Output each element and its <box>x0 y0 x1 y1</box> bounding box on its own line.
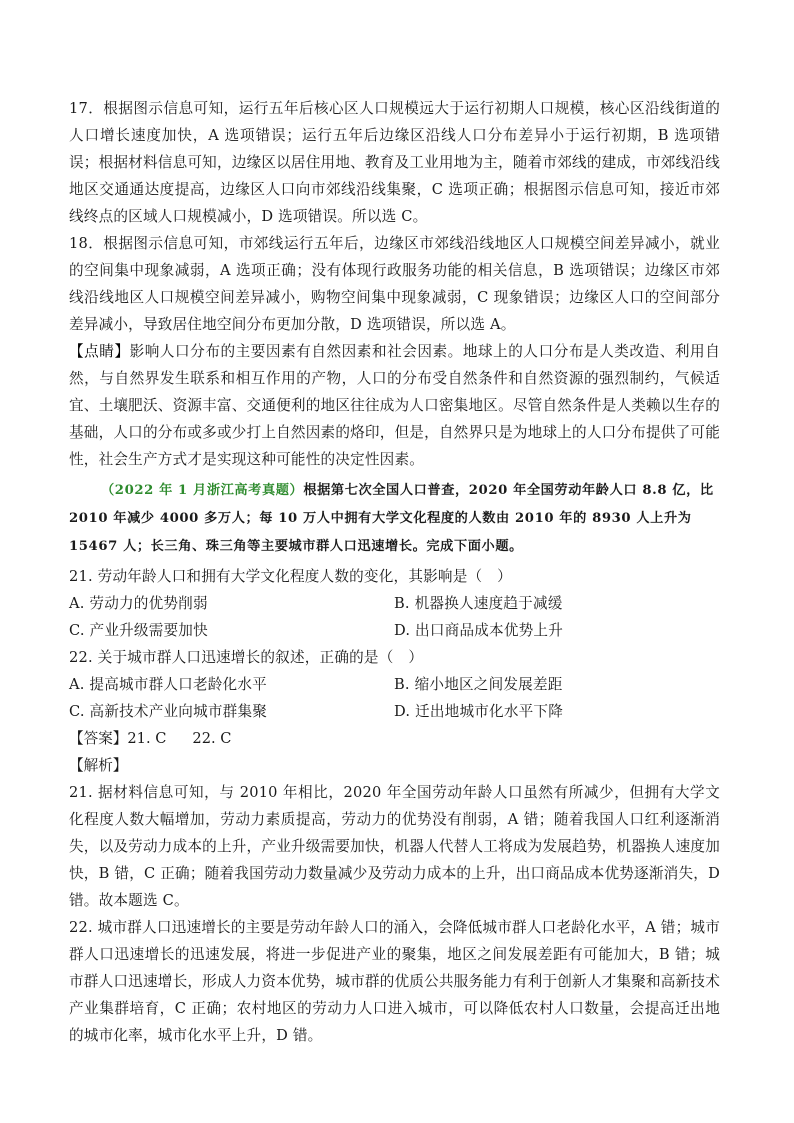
answer-row <box>69 725 720 752</box>
source-text: 根据第七次全国人口普查，2020 年全国劳动年龄人口 8.8 亿，比 2010 年减少 4000 多万人；每 10 万人中拥有大学文化程度的人数由 2010 年的 8930 人上升为 15467 人；长三角、珠三角等主要城市群人口迅速增长。完成下面小题。 <box>69 483 714 554</box>
question-22-option-a: A. 提高城市群人口老龄化水平 <box>69 676 267 693</box>
answer-21: 21. C <box>127 730 167 747</box>
analysis-22: 22. 城市群人口迅速增长的主要是劳动年龄人口的涌入，会降低城市群人口老龄化水平，A 错；城市群人口迅速增长的迅速发展，将进一步促进产业的聚集，地区之间发展差距有可能加大，B 错；城市群人口迅速增长，形成人力资本优势，城市群的优质公共服务能力有利于创新人才集聚和高新技术产业集群培育，C 正确；农村地区的劳动力人口进入城市，可以降低农村人口数量，会提高迁出地的城市化率，城市化水平上升，D 错。 <box>69 919 720 1044</box>
answer-tag: 【答案】 <box>69 730 128 747</box>
question-21-options-row-2 <box>69 617 720 644</box>
question-21-option-b: B. 机器换人速度趋于减缓 <box>394 595 563 612</box>
comment-tag: 【点睛】 <box>69 343 130 360</box>
question-21-options-row-1 <box>69 590 720 617</box>
question-22-option-d: D. 迁出地城市化水平下降 <box>394 703 563 720</box>
analysis-21: 21. 据材料信息可知，与 2010 年相比，2020 年全国劳动年龄人口虽然有所减少，但拥有大学文化程度人数大幅增加，劳动力素质提高，劳动力的优势没有削弱，A 错；随着我国人口红利逐渐消失，以及劳动力成本的上升，产业升级需要加快，机器人代替人工将成为发展趋势，机器换人速度加快，B 错，C 正确；随着我国劳动力数量减少及劳动力成本的上升，出口商品成本优势逐渐消失，D 错。故本题选 C。 <box>69 784 720 909</box>
source-paragraph <box>69 477 720 561</box>
comment-paragraph <box>69 338 720 473</box>
question-22-options-row-2 <box>69 698 720 725</box>
comment-text: 影响人口分布的主要因素有自然因素和社会因素。地球上的人口分布是人类改造、利用自然，与自然界发生联系和相互作用的产物，人口的分布受自然条件和自然资源的强烈制约，气候适宜、土壤肥沃、资源丰富、交通便利的地区往往成为人口密集地区。尽管自然条件是人类赖以生存的基础，人口的分布或多或少打上自然因素的烙印，但是，自然界只是为地球上的人口分布提供了可能性，社会生产方式才是实现这种可能性的决定性因素。 <box>69 343 720 468</box>
question-22-option-b: B. 缩小地区之间发展差距 <box>394 676 563 693</box>
question-21-option-a: A. 劳动力的优势削弱 <box>69 595 208 612</box>
question-21-stem: 21. 劳动年龄人口和拥有大学文化程度人数的变化，其影响是（ ） <box>69 568 512 585</box>
question-21-option-d: D. 出口商品成本优势上升 <box>394 622 563 639</box>
answer-22: 22. C <box>192 730 232 747</box>
question-22-option-c: C. 高新技术产业向城市群集聚 <box>69 703 268 720</box>
question-21-option-c: C. 产业升级需要加快 <box>69 622 208 639</box>
question-22-options-row-1 <box>69 671 720 698</box>
source-tag: （2022 年 1 月浙江高考真题） <box>101 483 304 498</box>
analysis-tag: 【解析】 <box>69 757 128 774</box>
explanation-18: 18．根据图示信息可知，市郊线运行五年后，边缘区市郊线沿线地区人口规模空间差异减小，就业的空间集中现象减弱，A 选项正确；没有体现行政服务功能的相关信息，B 选项错误；边缘区市郊线沿线地区人口规模空间差异减小，购物空间集中现象减弱，C 现象错误；边缘区人口的空间部分差异减小，导致居住地空间分布更加分散，D 选项错误，所以选 A。 <box>69 235 720 333</box>
explanation-17: 17．根据图示信息可知，运行五年后核心区人口规模远大于运行初期人口规模，核心区沿线街道的人口增长速度加快，A 选项错误；运行五年后边缘区沿线人口分布差异小于运行初期，B 选项错误；根据材料信息可知，边缘区以居住用地、教育及工业用地为主，随着市郊线的建成，市郊线沿线地区交通通达度提高，边缘区人口向市郊线沿线集聚，C 选项正确；根据图示信息可知，接近市郊线终点的区域人口规模减小，D 选项错误。所以选 C。 <box>69 100 720 225</box>
question-22-stem: 22. 关于城市群人口迅速增长的叙述，正确的是（ ） <box>69 649 424 666</box>
